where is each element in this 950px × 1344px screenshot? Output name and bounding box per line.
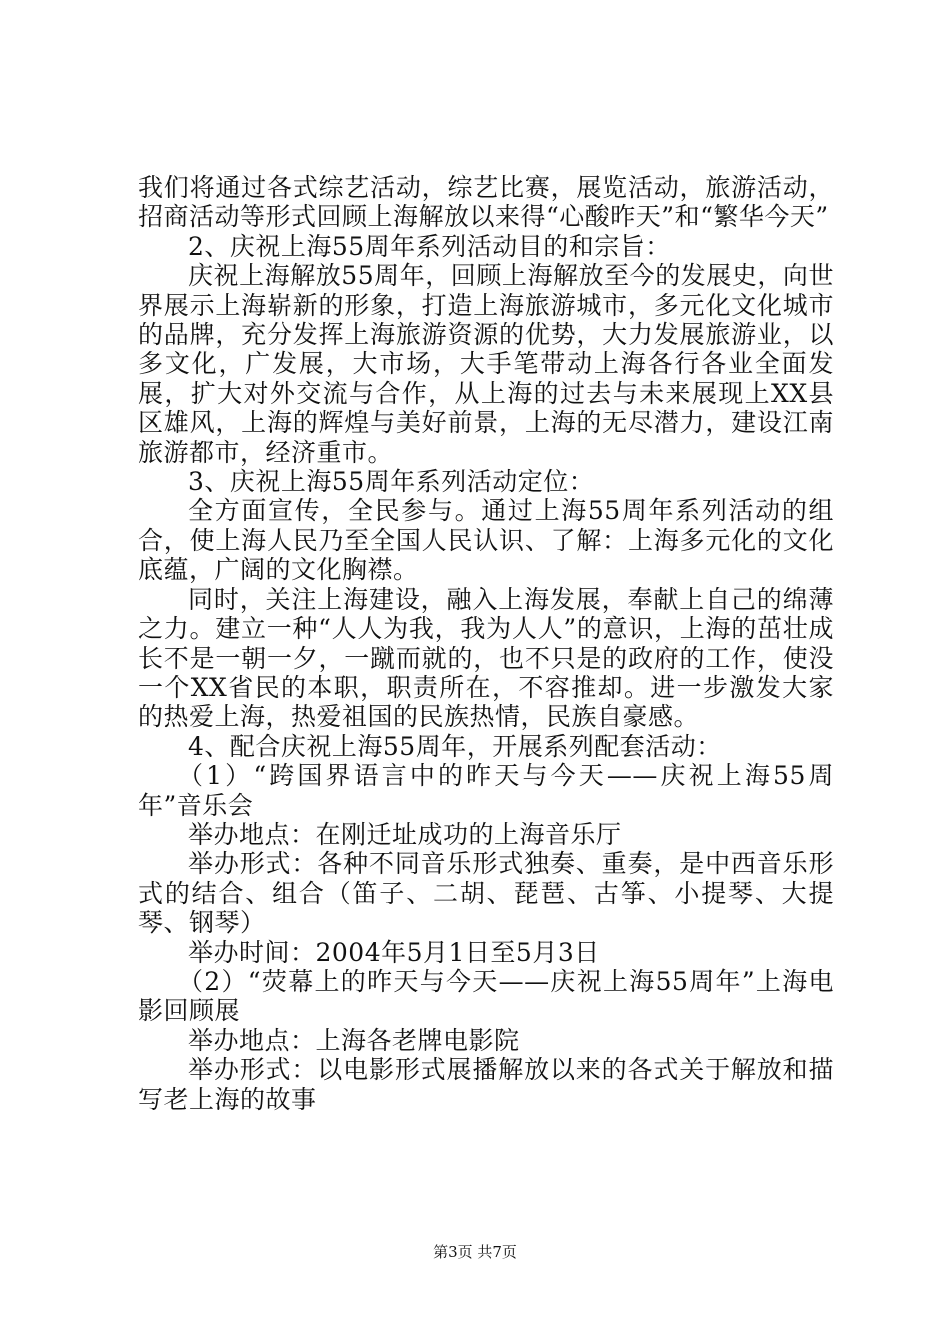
activity-1-title: （1）“跨国界语言中的昨天与今天——庆祝上海55周年”音乐会	[138, 761, 834, 820]
paragraph-positioning: 全方面宣传，全民参与。通过上海55周年系列活动的组合，使上海人民乃至全国人民认识、了解：上海多元化的文化底蕴，广阔的文化胸襟。	[138, 496, 834, 585]
paragraph-positioning-continued: 同时，关注上海建设，融入上海发展，奉献上自己的绵薄之力。建立一种“人人为我，我为人人”的意识，上海的茁壮成长不是一朝一夕，一蹴而就的，也不只是的政府的工作，使没一个XX省民的本职，职责所在，不容推却。进一步激发大家的热爱上海，热爱祖国的民族热情，民族自豪感。	[138, 584, 834, 732]
paragraph-purpose: 庆祝上海解放55周年，回顾上海解放至今的发展史，向世界展示上海崭新的形象，打造上海旅游城市，多元化文化城市的品牌，充分发挥上海旅游资源的优势，大力发展旅游业，以多文化，广发展，大市场，大手笔带动上海各行各业全面发展，扩大对外交流与合作，从上海的过去与未来展现上XX县区雄风，上海的辉煌与美好前景，上海的无尽潜力，建设江南旅游都市，经济重市。	[138, 261, 834, 467]
activity-1-format: 举办形式：各种不同音乐形式独奏、重奏，是中西音乐形式的结合、组合（笛子、二胡、琵琶、古筝、小提琴、大提琴、钢琴）	[138, 849, 834, 938]
activity-1-venue: 举办地点：在刚迁址成功的上海音乐厅	[188, 819, 622, 849]
activity-2-format: 举办形式：以电影形式展播解放以来的各式关于解放和描写老上海的故事	[138, 1055, 834, 1114]
activity-1-time: 举办时间：2004年5月1日至5月3日	[188, 937, 600, 967]
activity-2-venue: 举办地点：上海各老牌电影院	[188, 1025, 520, 1055]
page-number-footer: 第3页 共7页	[433, 1243, 517, 1261]
section-heading-3: 3、庆祝上海55周年系列活动定位：	[188, 467, 595, 497]
section-heading-4: 4、配合庆祝上海55周年，开展系列配套活动：	[188, 731, 722, 761]
document-body	[138, 173, 834, 1114]
activity-2-title: （2）“荧幕上的昨天与今天——庆祝上海55周年”上海电影回顾展	[138, 966, 834, 1026]
paragraph-intro-continuation: 我们将通过各式综艺活动，综艺比赛，展览活动，旅游活动，招商活动等形式回顾上海解放以来得“心酸昨天”和“繁华今天”	[138, 173, 834, 232]
section-heading-2: 2、庆祝上海55周年系列活动目的和宗旨：	[188, 231, 671, 261]
